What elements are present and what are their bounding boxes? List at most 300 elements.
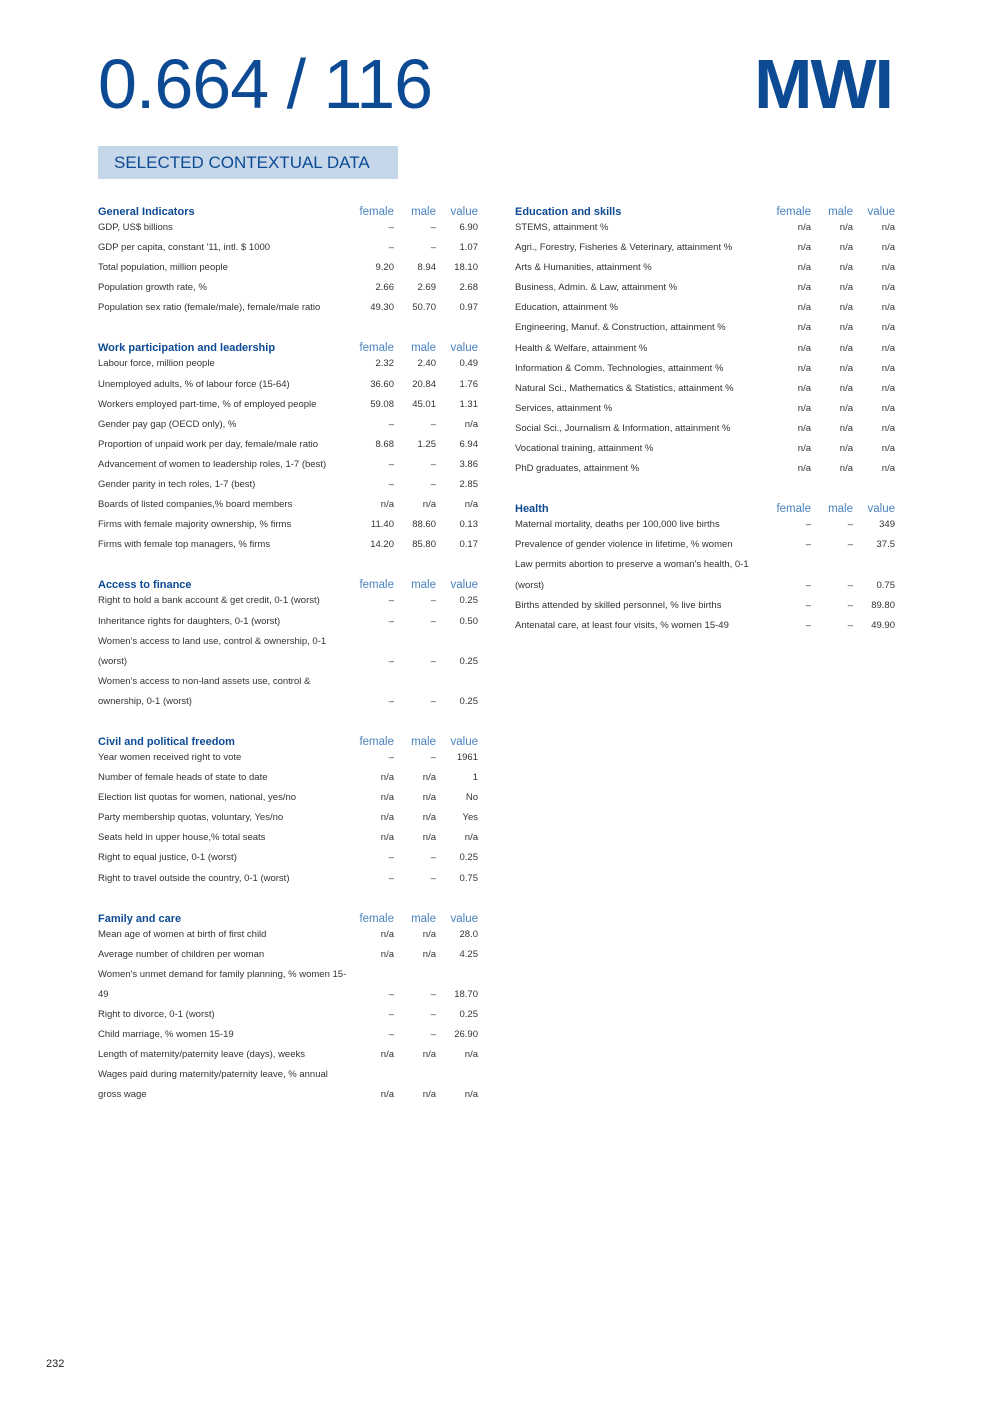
- indicator-female: n/a: [797, 242, 811, 254]
- indicator-value: n/a: [881, 262, 895, 274]
- indicator-female: –: [388, 615, 394, 627]
- indicator-male: 1.25: [417, 438, 436, 450]
- indicator-female: n/a: [380, 812, 394, 824]
- section-title: Education and skills: [515, 206, 622, 218]
- indicator-female: –: [388, 655, 394, 667]
- indicator-female: n/a: [380, 792, 394, 804]
- section-header: [98, 334, 478, 354]
- indicator-male: –: [430, 1029, 436, 1041]
- section-title: Work participation and leadership: [98, 342, 276, 355]
- indicator-female: n/a: [797, 422, 811, 434]
- indicator-label: Firms with female top managers, % firms: [98, 539, 271, 551]
- table-row: [98, 828, 478, 848]
- column-header-female: female: [359, 912, 394, 925]
- indicator-male: –: [847, 539, 853, 551]
- table-row: [98, 748, 478, 768]
- indicator-value: 0.50: [459, 615, 478, 627]
- indicator-value: 26.90: [454, 1029, 478, 1041]
- indicator-male: n/a: [839, 262, 853, 274]
- indicator-female: –: [805, 579, 811, 591]
- table-row: [515, 616, 895, 636]
- indicator-value: 4.25: [459, 948, 478, 960]
- table-row: [98, 612, 478, 632]
- indicator-female: n/a: [380, 832, 394, 844]
- indicator-value: n/a: [881, 242, 895, 254]
- column-header-female: female: [776, 503, 811, 516]
- indicator-value: n/a: [464, 499, 478, 511]
- page-number: 232: [46, 1358, 65, 1370]
- table-row: [515, 318, 895, 338]
- indicator-label: Prevalence of gender violence in lifetime, % women: [515, 539, 733, 551]
- table-row: [98, 475, 478, 495]
- indicator-male: –: [430, 479, 436, 491]
- indicator-value: 1961: [456, 751, 478, 763]
- indicator-value: 2.85: [459, 479, 478, 491]
- table-row: [98, 238, 478, 258]
- indicator-male: n/a: [839, 302, 853, 314]
- indicator-female: –: [388, 872, 394, 884]
- indicator-label: Election list quotas for women, national, yes/no: [98, 792, 297, 804]
- indicator-male: –: [430, 242, 436, 254]
- indicator-label: Child marriage, % women 15-19: [98, 1029, 234, 1041]
- indicator-label: Women's unmet demand for family planning, % women 15-49: [98, 968, 347, 1000]
- indicator-section: [98, 198, 478, 318]
- indicator-value: 37.5: [876, 539, 895, 551]
- indicator-value: n/a: [881, 342, 895, 354]
- indicator-label: STEMS, attainment %: [515, 222, 609, 233]
- table-row: [515, 339, 895, 359]
- indicator-female: 59.08: [370, 398, 394, 410]
- indicator-value: 1.31: [459, 398, 478, 410]
- indicator-label: Agri., Forestry, Fisheries & Veterinary, attainment %: [515, 242, 733, 254]
- indicator-male: 45.01: [412, 398, 436, 410]
- indicator-female: n/a: [797, 382, 811, 394]
- indicator-female: 2.32: [375, 358, 394, 370]
- table-row: [515, 359, 895, 379]
- indicator-label: Right to travel outside the country, 0-1 (worst): [98, 872, 290, 884]
- column-header-male: male: [828, 206, 853, 218]
- indicator-female: –: [388, 1029, 394, 1041]
- indicator-label: Education, attainment %: [515, 302, 618, 314]
- indicator-label: Maternal mortality, deaths per 100,000 live births: [515, 519, 720, 531]
- indicator-value: 0.25: [459, 852, 478, 864]
- indicator-value: 3.86: [459, 458, 478, 470]
- indicator-female: –: [388, 479, 394, 491]
- indicator-value: n/a: [881, 322, 895, 334]
- right-column: [515, 198, 895, 652]
- table-row: [98, 218, 478, 238]
- indicator-male: –: [430, 595, 436, 607]
- indicator-male: –: [430, 655, 436, 667]
- table-row: [515, 419, 895, 439]
- indicator-label: Population growth rate, %: [98, 282, 207, 294]
- indicator-label: Mean age of women at birth of first child: [98, 928, 267, 940]
- indicator-female: –: [388, 458, 394, 470]
- table-row: [98, 375, 478, 395]
- indicator-female: –: [805, 519, 811, 531]
- indicator-value: n/a: [464, 1049, 478, 1061]
- indicator-female: n/a: [797, 282, 811, 294]
- indicator-label: Right to equal justice, 0-1 (worst): [98, 852, 237, 864]
- indicator-male: 2.69: [417, 282, 436, 294]
- indicator-value: No: [465, 792, 478, 804]
- table-row: [98, 535, 478, 555]
- table-row: [98, 1005, 478, 1025]
- indicator-female: –: [388, 695, 394, 707]
- indicator-value: 0.75: [459, 872, 478, 884]
- indicator-label: Health & Welfare, attainment %: [515, 342, 648, 354]
- indicator-male: n/a: [839, 382, 853, 394]
- section-title: Family and care: [98, 912, 182, 925]
- indicator-label: Number of female heads of state to date: [98, 772, 268, 784]
- indicator-female: 11.40: [370, 519, 394, 531]
- table-row: [98, 632, 478, 672]
- indicator-label: Gender pay gap (OECD only), %: [98, 418, 237, 430]
- table-row: [515, 379, 895, 399]
- table-row: [515, 399, 895, 419]
- indicator-female: n/a: [797, 342, 811, 354]
- indicator-label: Social Sci., Journalism & Information, attainment %: [515, 422, 731, 434]
- indicator-male: –: [847, 519, 853, 531]
- indicator-section: [98, 571, 478, 712]
- indicator-male: –: [430, 695, 436, 707]
- indicator-female: n/a: [380, 928, 394, 940]
- indicator-label: Proportion of unpaid work per day, female/male ratio: [98, 438, 319, 450]
- indicator-female: n/a: [797, 302, 811, 314]
- indicator-value: 0.25: [459, 655, 478, 667]
- table-row: [515, 439, 895, 459]
- indicator-section: [98, 334, 478, 555]
- indicator-value: 0.25: [459, 695, 478, 707]
- table-row: [98, 672, 478, 712]
- indicator-female: n/a: [797, 463, 811, 475]
- indicator-value: n/a: [881, 402, 895, 414]
- indicator-label: Seats held in upper house,% total seats: [98, 832, 266, 844]
- indicator-female: 14.20: [370, 539, 394, 551]
- indicator-male: 85.80: [412, 539, 436, 551]
- indicator-male: –: [430, 988, 436, 1000]
- table-row: [98, 395, 478, 415]
- indicator-label: Average number of children per woman: [98, 948, 265, 960]
- column-header-male: male: [411, 206, 436, 218]
- indicator-value: n/a: [464, 832, 478, 844]
- table-row: [515, 238, 895, 258]
- indicator-label: Boards of listed companies,% board members: [98, 499, 293, 511]
- column-header-male: male: [411, 912, 436, 925]
- indicator-female: 9.20: [375, 262, 394, 274]
- indicator-female: n/a: [797, 362, 811, 374]
- indicator-label: Women's access to non-land assets use, control & ownership, 0-1 (worst): [98, 675, 311, 707]
- indicator-male: n/a: [839, 422, 853, 434]
- indicator-male: 2.40: [417, 358, 436, 370]
- indicator-male: 20.84: [412, 378, 436, 390]
- column-header-value: value: [867, 503, 895, 516]
- table-row: [98, 945, 478, 965]
- indicator-female: –: [388, 242, 394, 254]
- indicator-male: n/a: [422, 1089, 436, 1101]
- indicator-female: n/a: [380, 1089, 394, 1101]
- indicator-value: 349: [879, 519, 895, 531]
- indicator-value: 2.68: [459, 282, 478, 294]
- indicator-female: –: [805, 619, 811, 631]
- indicator-value: 1: [472, 772, 478, 784]
- column-header-female: female: [359, 735, 394, 748]
- indicator-section: [515, 495, 895, 636]
- indicator-female: 2.66: [375, 282, 394, 294]
- indicator-label: Births attended by skilled personnel, % live births: [515, 599, 722, 611]
- indicator-female: n/a: [797, 322, 811, 334]
- indicator-female: –: [805, 599, 811, 611]
- indicator-value: n/a: [881, 362, 895, 374]
- indicator-value: 18.10: [454, 262, 478, 274]
- indicator-value: n/a: [881, 222, 895, 233]
- indicator-female: n/a: [797, 443, 811, 455]
- section-title: Health: [515, 503, 549, 516]
- indicator-value: n/a: [881, 422, 895, 434]
- indicator-label: Labour force, million people: [98, 358, 215, 370]
- indicator-value: n/a: [881, 463, 895, 475]
- table-row: [98, 278, 478, 298]
- table-row: [98, 869, 478, 889]
- indicator-female: n/a: [797, 222, 811, 233]
- indicator-label: GDP per capita, constant '11, intl. $ 1000: [98, 242, 271, 254]
- indicator-male: n/a: [422, 1049, 436, 1061]
- indicator-label: Vocational training, attainment %: [515, 443, 654, 455]
- indicator-label: Length of maternity/paternity leave (days), weeks: [98, 1049, 305, 1061]
- indicator-value: 0.13: [459, 519, 478, 531]
- table-row: [98, 1045, 478, 1065]
- indicator-male: n/a: [839, 443, 853, 455]
- indicator-male: –: [430, 458, 436, 470]
- indicator-value: 28.0: [459, 928, 478, 940]
- indicator-section: [515, 198, 895, 479]
- indicator-male: n/a: [422, 792, 436, 804]
- column-header-value: value: [450, 206, 478, 218]
- indicator-value: Yes: [462, 812, 478, 824]
- section-header: [98, 571, 478, 591]
- section-header: [98, 905, 478, 925]
- indicator-male: n/a: [422, 812, 436, 824]
- indicator-label: Right to hold a bank account & get credit, 0-1 (worst): [98, 595, 320, 607]
- indicator-female: –: [388, 595, 394, 607]
- indicator-value: 18.70: [454, 988, 478, 1000]
- indicator-male: n/a: [422, 772, 436, 784]
- indicator-section: [98, 728, 478, 889]
- indicator-female: n/a: [380, 499, 394, 511]
- column-header-female: female: [359, 579, 394, 592]
- indicator-label: Inheritance rights for daughters, 0-1 (worst): [98, 615, 281, 627]
- indicator-label: Workers employed part-time, % of employed people: [98, 398, 317, 410]
- indicator-value: n/a: [881, 443, 895, 455]
- indicator-female: –: [805, 539, 811, 551]
- column-header-value: value: [450, 735, 478, 748]
- indicator-male: n/a: [839, 242, 853, 254]
- table-row: [98, 591, 478, 611]
- indicator-male: –: [430, 751, 436, 763]
- indicator-female: –: [388, 988, 394, 1000]
- indicator-value: n/a: [464, 418, 478, 430]
- indicator-female: –: [388, 1009, 394, 1020]
- indicator-value: n/a: [881, 382, 895, 394]
- table-row: [98, 848, 478, 868]
- indicator-male: –: [430, 615, 436, 627]
- indicator-label: Business, Admin. & Law, attainment %: [515, 282, 678, 294]
- table-row: [98, 808, 478, 828]
- indicator-female: –: [388, 751, 394, 763]
- indicator-male: n/a: [422, 832, 436, 844]
- indicator-label: Population sex ratio (female/male), female/male ratio: [98, 302, 321, 314]
- table-row: [515, 278, 895, 298]
- section-header: [98, 198, 478, 218]
- section-title: Access to finance: [98, 579, 192, 592]
- indicator-male: –: [430, 418, 436, 430]
- indicator-male: n/a: [839, 402, 853, 414]
- section-header: [98, 728, 478, 748]
- table-row: [515, 555, 895, 595]
- column-header-male: male: [411, 735, 436, 748]
- section-title: General Indicators: [98, 206, 195, 218]
- table-row: [98, 415, 478, 435]
- indicator-label: Advancement of women to leadership roles, 1-7 (best): [98, 458, 327, 470]
- indicator-label: Engineering, Manuf. & Construction, attainment %: [515, 322, 726, 334]
- column-header-male: male: [828, 503, 853, 516]
- indicator-value: 49.90: [871, 619, 895, 631]
- indicator-value: 1.76: [459, 378, 478, 390]
- indicator-male: n/a: [839, 322, 853, 334]
- indicator-female: n/a: [380, 948, 394, 960]
- indicator-label: GDP, US$ billions: [98, 222, 173, 233]
- indicator-value: n/a: [881, 302, 895, 314]
- indicator-male: –: [847, 619, 853, 631]
- table-row: [98, 298, 478, 318]
- table-row: [98, 1025, 478, 1045]
- indicator-male: –: [430, 1009, 436, 1020]
- section-banner: SELECTED CONTEXTUAL DATA: [98, 146, 398, 179]
- table-row: [515, 258, 895, 278]
- table-row: [98, 435, 478, 455]
- table-row: [98, 1065, 478, 1105]
- column-header-male: male: [411, 342, 436, 355]
- column-header-value: value: [450, 342, 478, 355]
- table-row: [98, 925, 478, 945]
- table-row: [515, 218, 895, 238]
- column-header-value: value: [867, 206, 895, 218]
- gender-gap-score-rank: 0.664 / 116: [98, 45, 433, 123]
- table-row: [515, 535, 895, 555]
- indicator-label: Firms with female majority ownership, % firms: [98, 519, 292, 531]
- indicator-female: n/a: [380, 772, 394, 784]
- indicator-value: 1.07: [459, 242, 478, 254]
- indicator-value: 0.25: [459, 595, 478, 607]
- indicator-label: Wages paid during maternity/paternity leave, % annual gross wage: [98, 1069, 328, 1101]
- indicator-value: n/a: [464, 1089, 478, 1101]
- indicator-label: Information & Comm. Technologies, attainment %: [515, 362, 724, 374]
- indicator-label: Natural Sci., Mathematics & Statistics, attainment %: [515, 382, 734, 394]
- indicator-male: 50.70: [412, 302, 436, 314]
- indicator-male: –: [430, 852, 436, 864]
- indicator-male: n/a: [422, 948, 436, 960]
- indicator-value: 0.49: [459, 358, 478, 370]
- table-row: [98, 788, 478, 808]
- indicator-male: n/a: [422, 928, 436, 940]
- indicator-label: Year women received right to vote: [98, 751, 242, 763]
- indicator-label: Right to divorce, 0-1 (worst): [98, 1009, 215, 1020]
- left-column: [98, 198, 478, 1121]
- section-header: [515, 495, 895, 515]
- indicator-male: n/a: [839, 463, 853, 475]
- section-header: [515, 198, 895, 218]
- indicator-value: 0.25: [459, 1009, 478, 1020]
- indicator-label: Services, attainment %: [515, 402, 613, 414]
- column-header-female: female: [359, 342, 394, 355]
- column-header-value: value: [450, 579, 478, 592]
- indicator-male: n/a: [839, 362, 853, 374]
- table-row: [98, 495, 478, 515]
- indicator-female: –: [388, 852, 394, 864]
- indicator-label: Gender parity in tech roles, 1-7 (best): [98, 479, 256, 491]
- indicator-label: PhD graduates, attainment %: [515, 463, 640, 475]
- table-row: [98, 258, 478, 278]
- table-row: [515, 596, 895, 616]
- indicator-label: Total population, million people: [98, 262, 228, 274]
- indicator-male: –: [847, 599, 853, 611]
- indicator-value: 0.97: [459, 302, 478, 314]
- indicator-female: 36.60: [370, 378, 394, 390]
- table-row: [515, 298, 895, 318]
- table-row: [98, 455, 478, 475]
- indicator-male: –: [847, 579, 853, 591]
- indicator-label: Women's access to land use, control & ownership, 0-1 (worst): [98, 635, 327, 667]
- indicator-label: Law permits abortion to preserve a woman's health, 0-1 (worst): [515, 559, 749, 591]
- section-title: Civil and political freedom: [98, 735, 235, 748]
- table-row: [98, 515, 478, 535]
- column-header-female: female: [359, 206, 394, 218]
- indicator-male: 8.94: [417, 262, 436, 274]
- indicator-value: n/a: [881, 282, 895, 294]
- indicator-label: Antenatal care, at least four visits, % women 15-49: [515, 619, 729, 631]
- column-header-value: value: [450, 912, 478, 925]
- indicator-female: –: [388, 418, 394, 430]
- indicator-male: n/a: [839, 342, 853, 354]
- table-row: [515, 459, 895, 479]
- indicator-female: n/a: [797, 402, 811, 414]
- indicator-label: Unemployed adults, % of labour force (15-64): [98, 378, 290, 390]
- indicator-value: 89.80: [871, 599, 895, 611]
- indicator-female: 49.30: [370, 302, 394, 314]
- column-header-male: male: [411, 579, 436, 592]
- indicator-female: n/a: [797, 262, 811, 274]
- indicator-label: Arts & Humanities, attainment %: [515, 262, 652, 274]
- indicator-value: 6.90: [459, 222, 478, 233]
- table-row: [98, 354, 478, 374]
- indicator-female: 8.68: [375, 438, 394, 450]
- indicator-value: 0.17: [459, 539, 478, 551]
- table-row: [98, 965, 478, 1005]
- table-row: [515, 515, 895, 535]
- indicator-section: [98, 905, 478, 1106]
- table-row: [98, 768, 478, 788]
- indicator-male: n/a: [839, 222, 853, 233]
- indicator-value: 6.94: [459, 438, 478, 450]
- column-header-female: female: [776, 206, 811, 218]
- indicator-male: –: [430, 222, 436, 233]
- indicator-female: n/a: [380, 1049, 394, 1061]
- indicator-male: 88.60: [412, 519, 436, 531]
- indicator-male: n/a: [422, 499, 436, 511]
- indicator-male: n/a: [839, 282, 853, 294]
- indicator-female: –: [388, 222, 394, 233]
- indicator-male: –: [430, 872, 436, 884]
